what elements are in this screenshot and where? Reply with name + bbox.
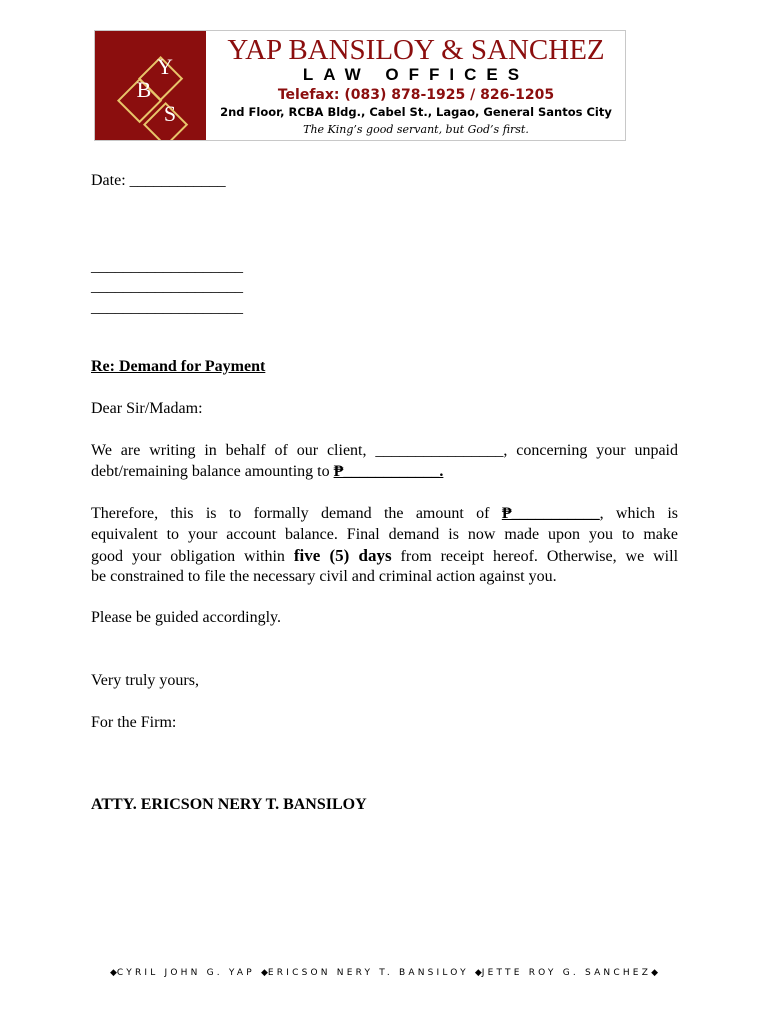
firm-motto: The King’s good servant, but God’s first. xyxy=(303,123,529,136)
salutation: Dear Sir/Madam: xyxy=(91,400,203,417)
footer-separator: ◆ xyxy=(110,968,117,978)
letterhead xyxy=(94,30,626,141)
addressee-line-3: ___________________ xyxy=(91,299,243,316)
footer-partner-3: JETTE ROY G. SANCHEZ xyxy=(481,968,652,978)
signatory-name: ATTY. ERICSON NERY T. BANSILOY xyxy=(91,796,367,813)
footer-separator: ◆ xyxy=(474,968,482,978)
para1-text-3: debt/remaining balance amounting to xyxy=(91,463,330,480)
addressee-line-2: ___________________ xyxy=(91,278,243,295)
date-blank: ____________ xyxy=(129,172,226,189)
days-emphasis: five (5) days xyxy=(293,546,392,565)
para2-text-1: Therefore, this is to formally demand the amount of xyxy=(91,505,490,522)
para1-text-2: , concerning your unpaid xyxy=(503,442,679,459)
paragraph-2-line-4: be constrained to file the necessary civil and criminal action against you. xyxy=(91,568,557,585)
firm-name: YAP BANSILOY & SANCHEZ xyxy=(227,34,605,66)
addressee-line-1: ___________________ xyxy=(91,258,243,275)
firm-logo xyxy=(95,31,206,140)
logo-letter-s: S xyxy=(163,101,177,126)
footer-partners xyxy=(0,966,768,980)
for-the-firm: For the Firm: xyxy=(91,714,177,731)
subject-line: Re: Demand for Payment xyxy=(91,358,266,375)
firm-telefax: Telefax: (083) 878-1925 / 826-1205 xyxy=(277,87,555,103)
closing-note: Please be guided accordingly. xyxy=(91,609,282,626)
paragraph-1-line-1 xyxy=(91,440,678,461)
date-line xyxy=(91,170,226,191)
firm-subtitle: LAW OFFICES xyxy=(302,65,530,84)
logo-letter-b: B xyxy=(136,77,152,102)
footer-partner-1: CYRIL JOHN G. YAP xyxy=(116,968,255,978)
amount-blank-1: ₱____________. xyxy=(333,463,444,480)
paragraph-2-line-3 xyxy=(91,545,678,567)
para2-text-3: good your obligation within xyxy=(91,548,285,565)
paragraph-1-line-2 xyxy=(91,461,443,482)
paragraph-2-line-1 xyxy=(91,503,678,524)
footer-separator: ◆ xyxy=(260,968,268,978)
logo-letter-y: Y xyxy=(157,54,173,79)
amount-blank-2: ₱___________ xyxy=(501,505,600,522)
date-label: Date: xyxy=(91,172,126,189)
client-blank: ________________ xyxy=(375,442,504,459)
firm-address: 2nd Floor, RCBA Bldg., Cabel St., Lagao, General Santos City xyxy=(220,105,612,119)
complimentary-close: Very truly yours, xyxy=(91,672,199,689)
para1-text-1: We are writing in behalf of our client, xyxy=(91,442,367,459)
footer-separator: ◆ xyxy=(651,968,658,978)
footer-partner-2: ERICSON NERY T. BANSILOY xyxy=(267,968,469,978)
para2-text-4: from receipt hereof. Otherwise, we will xyxy=(400,548,679,565)
paragraph-2-line-2: equivalent to your account balance. Final demand is now made upon you to make xyxy=(91,526,678,543)
para2-text-2: , which is xyxy=(599,505,679,522)
